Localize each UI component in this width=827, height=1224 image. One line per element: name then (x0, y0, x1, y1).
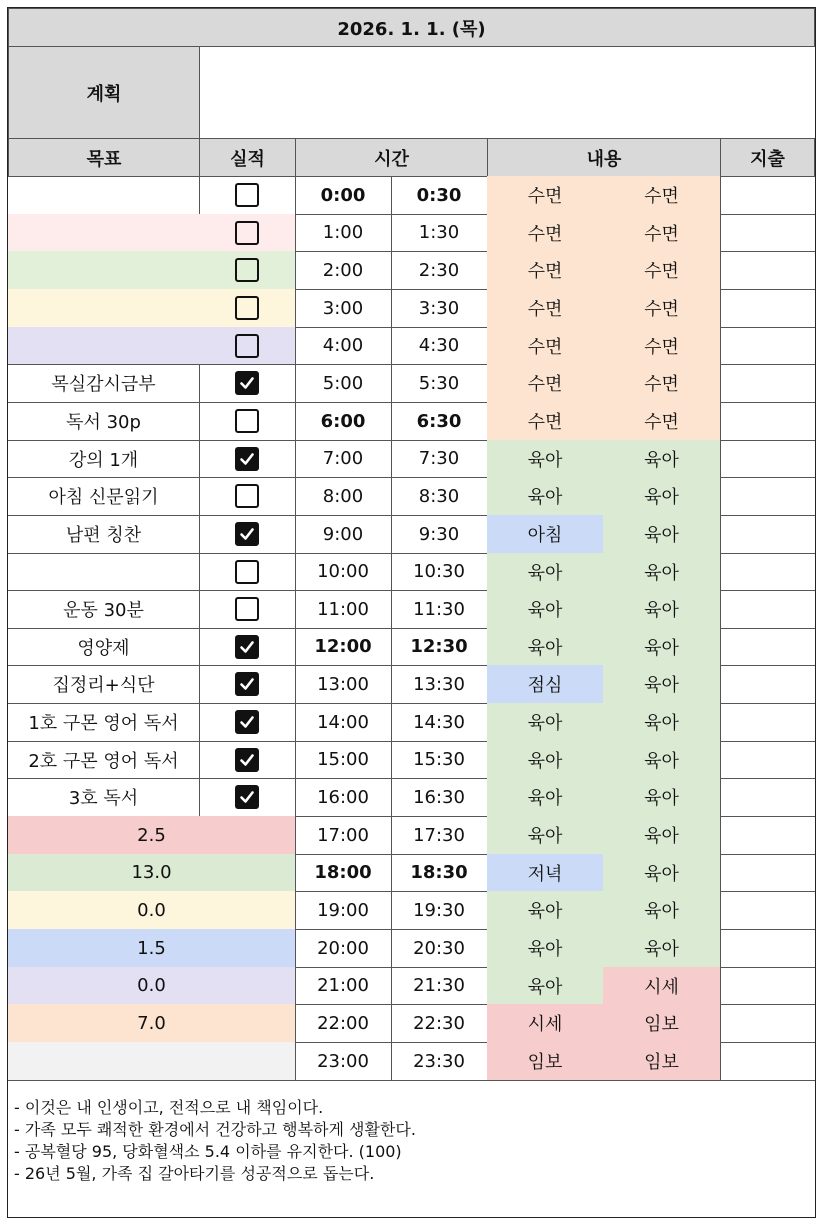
date-header: 2026. 1. 1. (목) (8, 8, 815, 47)
content-cell[interactable]: 육아 (603, 515, 721, 554)
content-cell[interactable]: 육아 (487, 440, 604, 478)
content-cell[interactable]: 수면 (603, 214, 721, 252)
goal-cell[interactable]: 2호 구몬 영어 독서 (8, 741, 200, 779)
time-end-cell: 15:30 (391, 741, 488, 779)
content-cell[interactable]: 수면 (487, 176, 604, 215)
check-icon (239, 375, 255, 391)
expense-cell[interactable] (720, 176, 815, 215)
note-line: - 26년 5월, 가족 집 갈아타기를 성공적으로 돕는다. (14, 1164, 375, 1183)
expense-cell[interactable] (720, 402, 815, 441)
time-end-cell: 6:30 (391, 402, 488, 441)
expense-cell[interactable] (720, 214, 815, 252)
time-start-cell: 12:00 (295, 628, 392, 666)
content-cell[interactable]: 육아 (603, 590, 721, 629)
expense-cell[interactable] (720, 741, 815, 779)
check-icon (239, 714, 255, 730)
expense-cell[interactable] (720, 553, 815, 591)
check-cell (199, 402, 296, 441)
checkbox[interactable] (235, 409, 259, 433)
summary-value-cell: 2.5 (8, 816, 296, 855)
content-cell[interactable]: 수면 (487, 327, 604, 365)
time-end-cell: 17:30 (391, 816, 488, 855)
expense-cell[interactable] (720, 515, 815, 554)
check-cell (199, 741, 296, 779)
goal-cell[interactable]: 1호 구몬 영어 독서 (8, 703, 200, 742)
goal-cell[interactable] (8, 327, 200, 365)
check-cell (199, 515, 296, 554)
content-cell[interactable]: 육아 (603, 440, 721, 478)
content-cell[interactable]: 육아 (603, 778, 721, 817)
content-cell[interactable]: 시세 (487, 1004, 604, 1043)
checkbox-checked[interactable] (235, 447, 259, 471)
time-start-cell: 11:00 (295, 590, 392, 629)
time-end-cell: 13:30 (391, 665, 488, 704)
time-start-cell: 19:00 (295, 891, 392, 930)
time-end-cell: 0:30 (391, 176, 488, 215)
checkbox[interactable] (235, 183, 259, 207)
content-cell[interactable]: 육아 (603, 891, 721, 930)
check-cell (199, 665, 296, 704)
checkbox-checked[interactable] (235, 785, 259, 809)
expense-cell[interactable] (720, 1042, 815, 1081)
goal-cell[interactable] (8, 251, 200, 290)
checkbox[interactable] (235, 334, 259, 358)
expense-cell[interactable] (720, 477, 815, 516)
goal-cell[interactable] (8, 289, 200, 328)
time-start-cell: 8:00 (295, 477, 392, 516)
goal-cell[interactable] (8, 214, 200, 252)
time-start-cell: 6:00 (295, 402, 392, 441)
content-cell[interactable]: 육아 (487, 703, 604, 742)
expense-cell[interactable] (720, 891, 815, 930)
expense-cell[interactable] (720, 327, 815, 365)
goal-cell[interactable]: 남편 칭찬 (8, 515, 200, 554)
expense-cell[interactable] (720, 628, 815, 666)
time-end-cell: 10:30 (391, 553, 488, 591)
content-cell[interactable]: 육아 (487, 741, 604, 779)
check-cell (199, 590, 296, 629)
summary-value-cell: 1.5 (8, 929, 296, 968)
expense-cell[interactable] (720, 703, 815, 742)
check-icon (239, 451, 255, 467)
expense-cell[interactable] (720, 778, 815, 817)
summary-value-cell: 7.0 (8, 1004, 296, 1043)
content-cell[interactable]: 임보 (603, 1042, 721, 1081)
checkbox[interactable] (235, 597, 259, 621)
checkbox[interactable] (235, 560, 259, 584)
goal-cell[interactable]: 집정리+식단 (8, 665, 200, 704)
plan-input[interactable] (199, 46, 815, 139)
time-start-cell: 14:00 (295, 703, 392, 742)
time-end-cell: 16:30 (391, 778, 488, 817)
content-cell[interactable]: 육아 (487, 778, 604, 817)
content-cell[interactable]: 육아 (603, 703, 721, 742)
goal-cell[interactable] (8, 553, 200, 591)
content-cell[interactable]: 육아 (487, 891, 604, 930)
time-column-header: 시간 (295, 138, 488, 177)
checkbox-checked[interactable] (235, 748, 259, 772)
content-cell[interactable]: 수면 (487, 251, 604, 290)
time-end-cell: 12:30 (391, 628, 488, 666)
checkbox[interactable] (235, 221, 259, 245)
summary-value-cell: 0.0 (8, 967, 296, 1005)
time-start-cell: 3:00 (295, 289, 392, 328)
time-end-cell: 4:30 (391, 327, 488, 365)
goal-cell[interactable]: 독서 30p (8, 402, 200, 441)
done-column-header: 실적 (199, 138, 296, 177)
content-cell[interactable]: 수면 (603, 364, 721, 403)
time-end-cell: 7:30 (391, 440, 488, 478)
check-icon (239, 789, 255, 805)
time-end-cell: 23:30 (391, 1042, 488, 1081)
expense-cell[interactable] (720, 967, 815, 1005)
checkbox-checked[interactable] (235, 635, 259, 659)
content-cell[interactable]: 육아 (603, 665, 721, 704)
time-start-cell: 7:00 (295, 440, 392, 478)
checkbox[interactable] (235, 484, 259, 508)
summary-value-cell: 0.0 (8, 891, 296, 930)
content-cell[interactable]: 수면 (603, 251, 721, 290)
expense-cell[interactable] (720, 816, 815, 855)
content-cell[interactable]: 육아 (487, 628, 604, 666)
time-start-cell: 2:00 (295, 251, 392, 290)
content-cell[interactable]: 육아 (603, 741, 721, 779)
time-start-cell: 10:00 (295, 553, 392, 591)
check-cell (199, 553, 296, 591)
time-end-cell: 22:30 (391, 1004, 488, 1043)
checkbox-checked[interactable] (235, 522, 259, 546)
checkbox-checked[interactable] (235, 371, 259, 395)
check-cell (199, 289, 296, 328)
check-cell (199, 703, 296, 742)
time-end-cell: 2:30 (391, 251, 488, 290)
time-start-cell: 9:00 (295, 515, 392, 554)
content-cell[interactable]: 수면 (603, 327, 721, 365)
content-cell[interactable]: 수면 (603, 176, 721, 215)
time-start-cell: 18:00 (295, 854, 392, 892)
time-end-cell: 9:30 (391, 515, 488, 554)
note-line: - 공복혈당 95, 당화혈색소 5.4 이하를 유지한다. (100) (14, 1142, 402, 1161)
check-icon (239, 676, 255, 692)
expense-cell[interactable] (720, 251, 815, 290)
time-end-cell: 19:30 (391, 891, 488, 930)
checkbox-checked[interactable] (235, 710, 259, 734)
content-cell[interactable]: 아침 (487, 515, 604, 554)
check-cell (199, 477, 296, 516)
content-cell[interactable]: 육아 (603, 816, 721, 855)
content-column-header: 내용 (487, 138, 721, 177)
check-icon (239, 752, 255, 768)
content-cell[interactable]: 점심 (487, 665, 604, 704)
content-cell[interactable]: 수면 (487, 402, 604, 441)
check-cell (199, 778, 296, 817)
time-end-cell: 3:30 (391, 289, 488, 328)
expense-cell[interactable] (720, 1004, 815, 1043)
check-icon (239, 639, 255, 655)
content-cell[interactable]: 수면 (487, 289, 604, 328)
goal-cell[interactable]: 3호 독서 (8, 778, 200, 817)
checkbox[interactable] (235, 296, 259, 320)
check-cell (199, 327, 296, 365)
goal-cell[interactable] (8, 176, 200, 215)
check-cell (199, 628, 296, 666)
expense-cell[interactable] (720, 289, 815, 328)
expense-cell[interactable] (720, 590, 815, 629)
check-icon (239, 526, 255, 542)
summary-value-cell: 13.0 (8, 854, 296, 892)
time-start-cell: 15:00 (295, 741, 392, 779)
content-cell[interactable]: 육아 (487, 967, 604, 1005)
content-cell[interactable]: 육아 (487, 590, 604, 629)
time-start-cell: 23:00 (295, 1042, 392, 1081)
content-cell[interactable]: 육아 (603, 854, 721, 892)
goal-column-header: 목표 (8, 138, 200, 177)
goal-cell[interactable]: 목실감시금부 (8, 364, 200, 403)
time-start-cell: 13:00 (295, 665, 392, 704)
goal-cell[interactable]: 강의 1개 (8, 440, 200, 478)
content-cell[interactable]: 육아 (603, 929, 721, 968)
plan-label: 계획 (8, 46, 200, 139)
checkbox-checked[interactable] (235, 672, 259, 696)
check-cell (199, 364, 296, 403)
time-end-cell: 5:30 (391, 364, 488, 403)
check-cell (199, 176, 296, 215)
note-line: - 가족 모두 쾌적한 환경에서 건강하고 행복하게 생활한다. (14, 1120, 416, 1139)
content-cell[interactable]: 육아 (603, 477, 721, 516)
time-start-cell: 22:00 (295, 1004, 392, 1043)
content-cell[interactable]: 임보 (603, 1004, 721, 1043)
goal-cell[interactable]: 운동 30분 (8, 590, 200, 629)
content-cell[interactable]: 시세 (603, 967, 721, 1005)
time-end-cell: 8:30 (391, 477, 488, 516)
content-cell[interactable]: 저녁 (487, 854, 604, 892)
content-cell[interactable]: 육아 (487, 553, 604, 591)
content-cell[interactable]: 수면 (603, 289, 721, 328)
checkbox[interactable] (235, 258, 259, 282)
time-start-cell: 21:00 (295, 967, 392, 1005)
expense-cell[interactable] (720, 854, 815, 892)
check-cell (199, 440, 296, 478)
time-start-cell: 4:00 (295, 327, 392, 365)
time-end-cell: 11:30 (391, 590, 488, 629)
check-cell (199, 214, 296, 252)
expense-cell[interactable] (720, 364, 815, 403)
content-cell[interactable]: 수면 (603, 402, 721, 441)
content-cell[interactable]: 수면 (487, 214, 604, 252)
time-start-cell: 0:00 (295, 176, 392, 215)
daily-planner-sheet (7, 7, 816, 1218)
time-end-cell: 1:30 (391, 214, 488, 252)
time-start-cell: 5:00 (295, 364, 392, 403)
expense-cell[interactable] (720, 929, 815, 968)
time-start-cell: 17:00 (295, 816, 392, 855)
content-cell[interactable]: 육아 (603, 553, 721, 591)
content-cell[interactable]: 육아 (487, 477, 604, 516)
note-line: - 이것은 내 인생이고, 전적으로 내 책임이다. (14, 1098, 324, 1117)
notes-area (8, 1079, 815, 1218)
content-cell[interactable]: 육아 (487, 929, 604, 968)
time-start-cell: 20:00 (295, 929, 392, 968)
time-start-cell: 1:00 (295, 214, 392, 252)
check-cell (199, 251, 296, 290)
content-cell[interactable]: 육아 (487, 816, 604, 855)
time-end-cell: 20:30 (391, 929, 488, 968)
summary-value-cell (8, 1042, 296, 1081)
time-end-cell: 14:30 (391, 703, 488, 742)
time-end-cell: 21:30 (391, 967, 488, 1005)
content-cell[interactable]: 임보 (487, 1042, 604, 1081)
time-end-cell: 18:30 (391, 854, 488, 892)
time-start-cell: 16:00 (295, 778, 392, 817)
content-cell[interactable]: 수면 (487, 364, 604, 403)
goal-cell[interactable]: 영양제 (8, 628, 200, 666)
content-cell[interactable]: 육아 (603, 628, 721, 666)
expense-column-header: 지출 (720, 138, 815, 177)
expense-cell[interactable] (720, 665, 815, 704)
goal-cell[interactable]: 아침 신문읽기 (8, 477, 200, 516)
expense-cell[interactable] (720, 440, 815, 478)
